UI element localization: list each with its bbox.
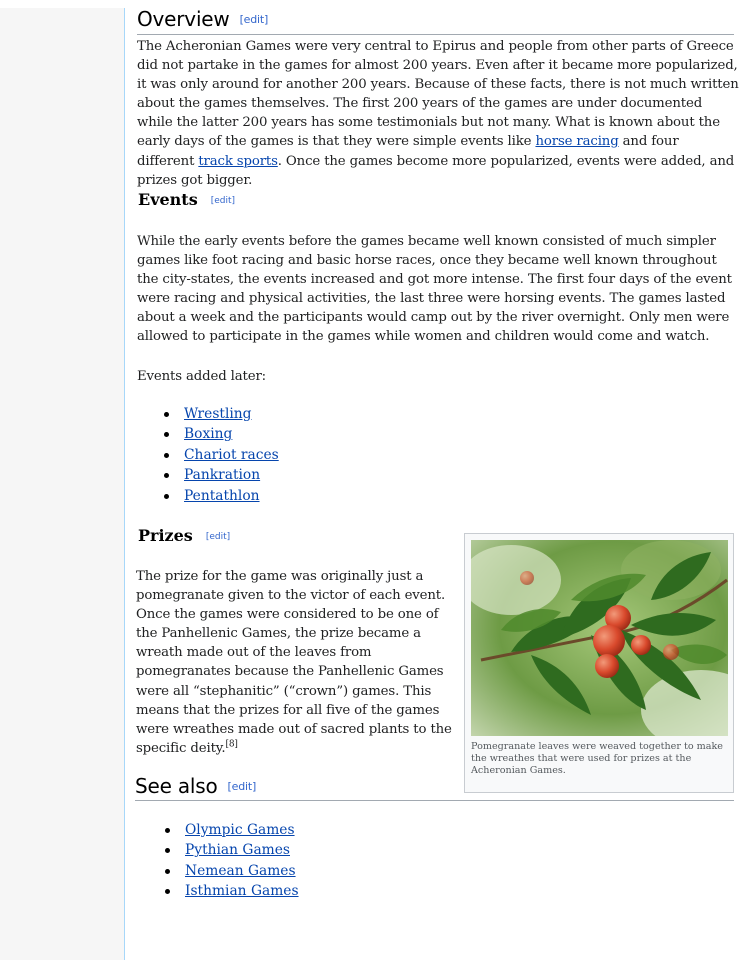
see-also-heading-rule [135,800,734,801]
prizes-heading-text: Prizes [138,526,193,545]
wrestling-link[interactable]: Wrestling [184,406,252,422]
list-item [139,840,439,860]
list-item [138,424,438,444]
nemean-games-link[interactable]: Nemean Games [185,862,296,879]
prizes-text: The prize for the game was originally just a pomegranate given to the victor of each event. Once the games were considered to be one of the Panhellenic Games, the prize became a wreath made out of the leaves from pomegranates because the Panhellenic Games were all “stephanitic” (“crown”) games. This means that the prizes for all five of the games were wreathes made out of sacred plants to the specific deity. [136,569,452,756]
list-item [139,820,439,840]
chariot-races-link[interactable]: Chariot races [184,446,279,463]
see-also-list [139,820,439,902]
see-also-edit-link[interactable]: [edit] [227,780,257,793]
overview-heading-text: Overview [137,7,230,31]
boxing-link[interactable]: Boxing [184,426,233,443]
prizes-paragraph [136,567,454,758]
overview-text-3: . Once the games become more popularized, events were added, and prizes got bigger. [137,153,735,188]
list-item [138,486,438,506]
image-caption: Pomegranate leaves were weaved together to make the wreathes that were used for prizes at the Acheronian Games. [471,741,723,777]
track-sports-link[interactable]: track sports [198,153,278,169]
horse-racing-link[interactable]: horse racing [535,134,619,150]
olympic-games-link[interactable]: Olympic Games [185,822,295,838]
list-item [138,465,438,485]
overview-heading [137,7,268,31]
list-item [139,861,439,881]
events-list [138,404,438,506]
list-item [138,404,438,424]
pomegranate-thumbnail [464,533,734,793]
pomegranate-leaves-image[interactable] [471,540,728,736]
prizes-edit-link[interactable]: [edit] [205,532,231,542]
overview-text-1: The Acheronian Games were very central to Epirus and people from other parts of Greece did not partake in the games for almost 200 years. Even after it became more popularized, it was only around for another 200 years. Because of these facts, there is not much written about the games themselves. The first 200 years of the games are under documented while the latter 200 years has some testimonials but not many. What is known about the early days of the games is that they were simple events like [137,39,739,150]
list-item [139,881,439,901]
events-paragraph: While the early events before the games became well known consisted of much simpler games like foot racing and basic horse races, once they became well known throughout the city-states, the events increased and got more intense. The first four days of the event were racing and physical activities, the last three were horsing events. The games lasted about a week and the participants would camp out by the river overnight. Only men were allowed to participate in the games while women and children would come and watch. [137,234,732,345]
overview-paragraph [137,37,739,190]
events-heading [138,190,235,209]
see-also-heading [135,774,256,798]
events-edit-link[interactable]: [edit] [210,196,236,206]
isthmian-games-link[interactable]: Isthmian Games [185,883,299,900]
pentathlon-link[interactable]: Pentathlon [184,487,260,504]
events-added-label: Events added later: [137,369,266,384]
prizes-heading [138,526,230,545]
pankration-link[interactable]: Pankration [184,467,261,484]
events-heading-text: Events [138,190,198,209]
overview-edit-link[interactable]: [edit] [239,13,269,26]
reference-8-link[interactable]: [8] [225,739,238,750]
pomegranate-leaves-illustration [471,540,728,736]
pythian-games-link[interactable]: Pythian Games [185,842,290,859]
see-also-heading-text: See also [135,774,218,798]
overview-text-2: and four different [137,134,679,169]
list-item [138,445,438,465]
overview-heading-rule [137,34,734,35]
